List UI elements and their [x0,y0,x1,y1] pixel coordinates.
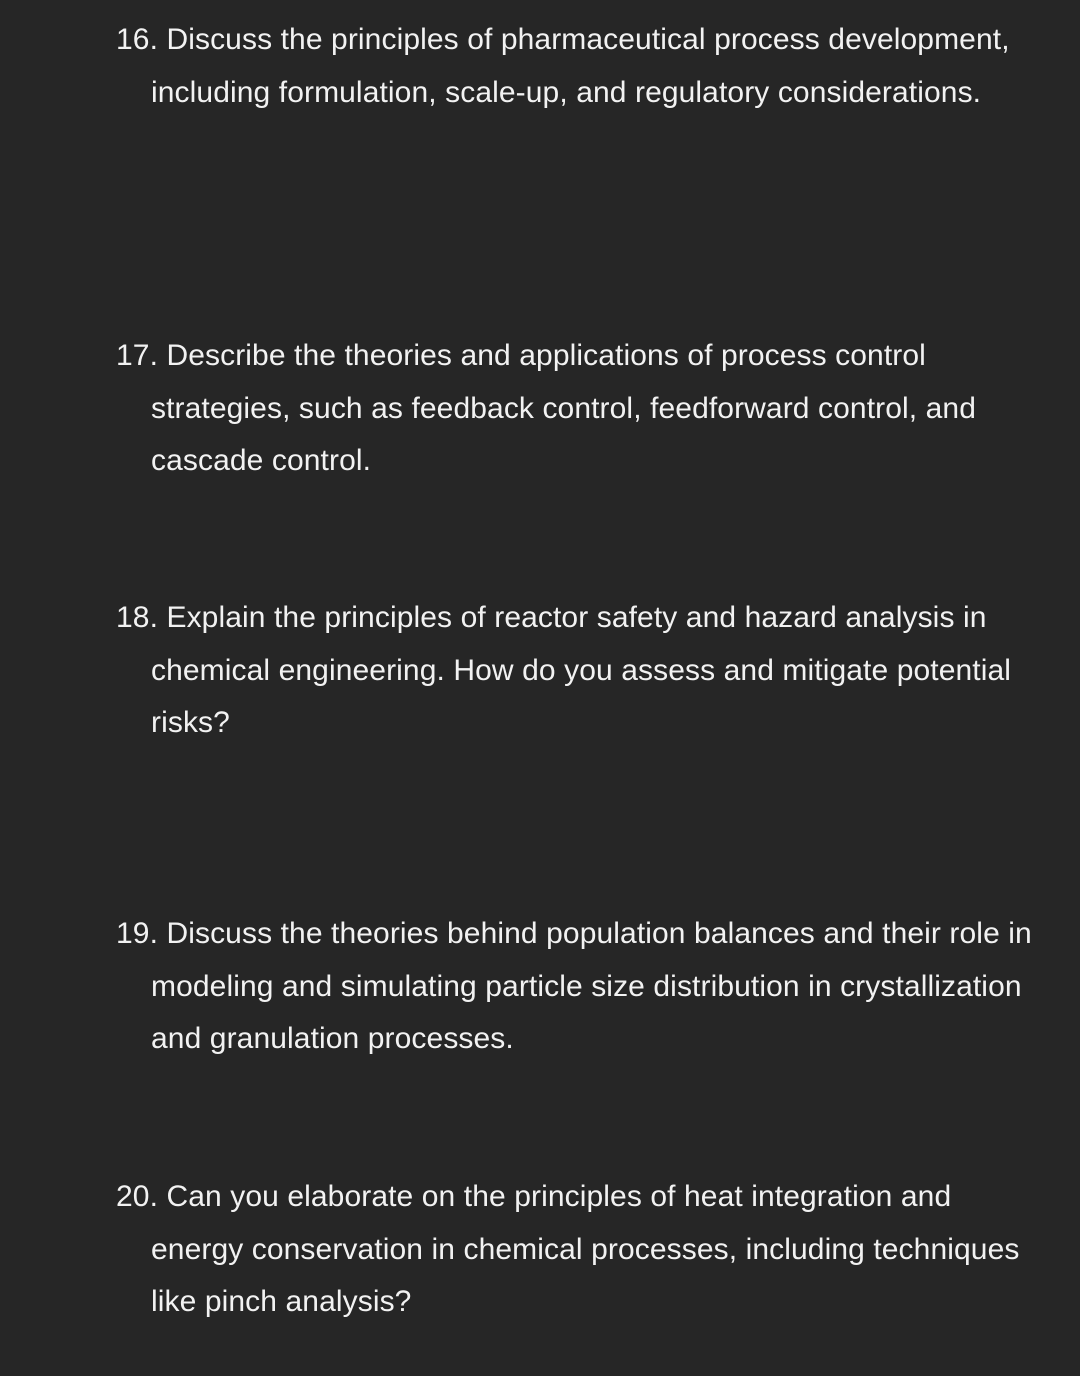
question-text: Discuss the principles of pharmaceutical process development, including formulation, scale-up, and regulatory considerations. [151,23,1010,109]
question-text: Describe the theories and applications of process control strategies, such as feedback control, feedforward control, and cascade control. [151,339,976,477]
question-item [116,592,1051,750]
question-text: Discuss the theories behind population balances and their role in modeling and simulating particle size distribution in crystallization and granulation processes. [151,917,1032,1055]
question-text: Can you elaborate on the principles of heat integration and energy conservation in chemical processes, including techniques like pinch analysis? [151,1180,1020,1318]
question-number: 19. [116,917,159,950]
question-item [116,330,1051,488]
question-item [116,14,1051,119]
question-number: 16. [116,23,159,56]
question-number: 20. [116,1180,159,1213]
question-number: 17. [116,339,159,372]
question-item [116,1171,1051,1329]
question-item [116,908,1051,1066]
question-text: Explain the principles of reactor safety and hazard analysis in chemical engineering. How do you assess and mitigate potential risks? [151,601,1012,739]
question-number: 18. [116,601,159,634]
